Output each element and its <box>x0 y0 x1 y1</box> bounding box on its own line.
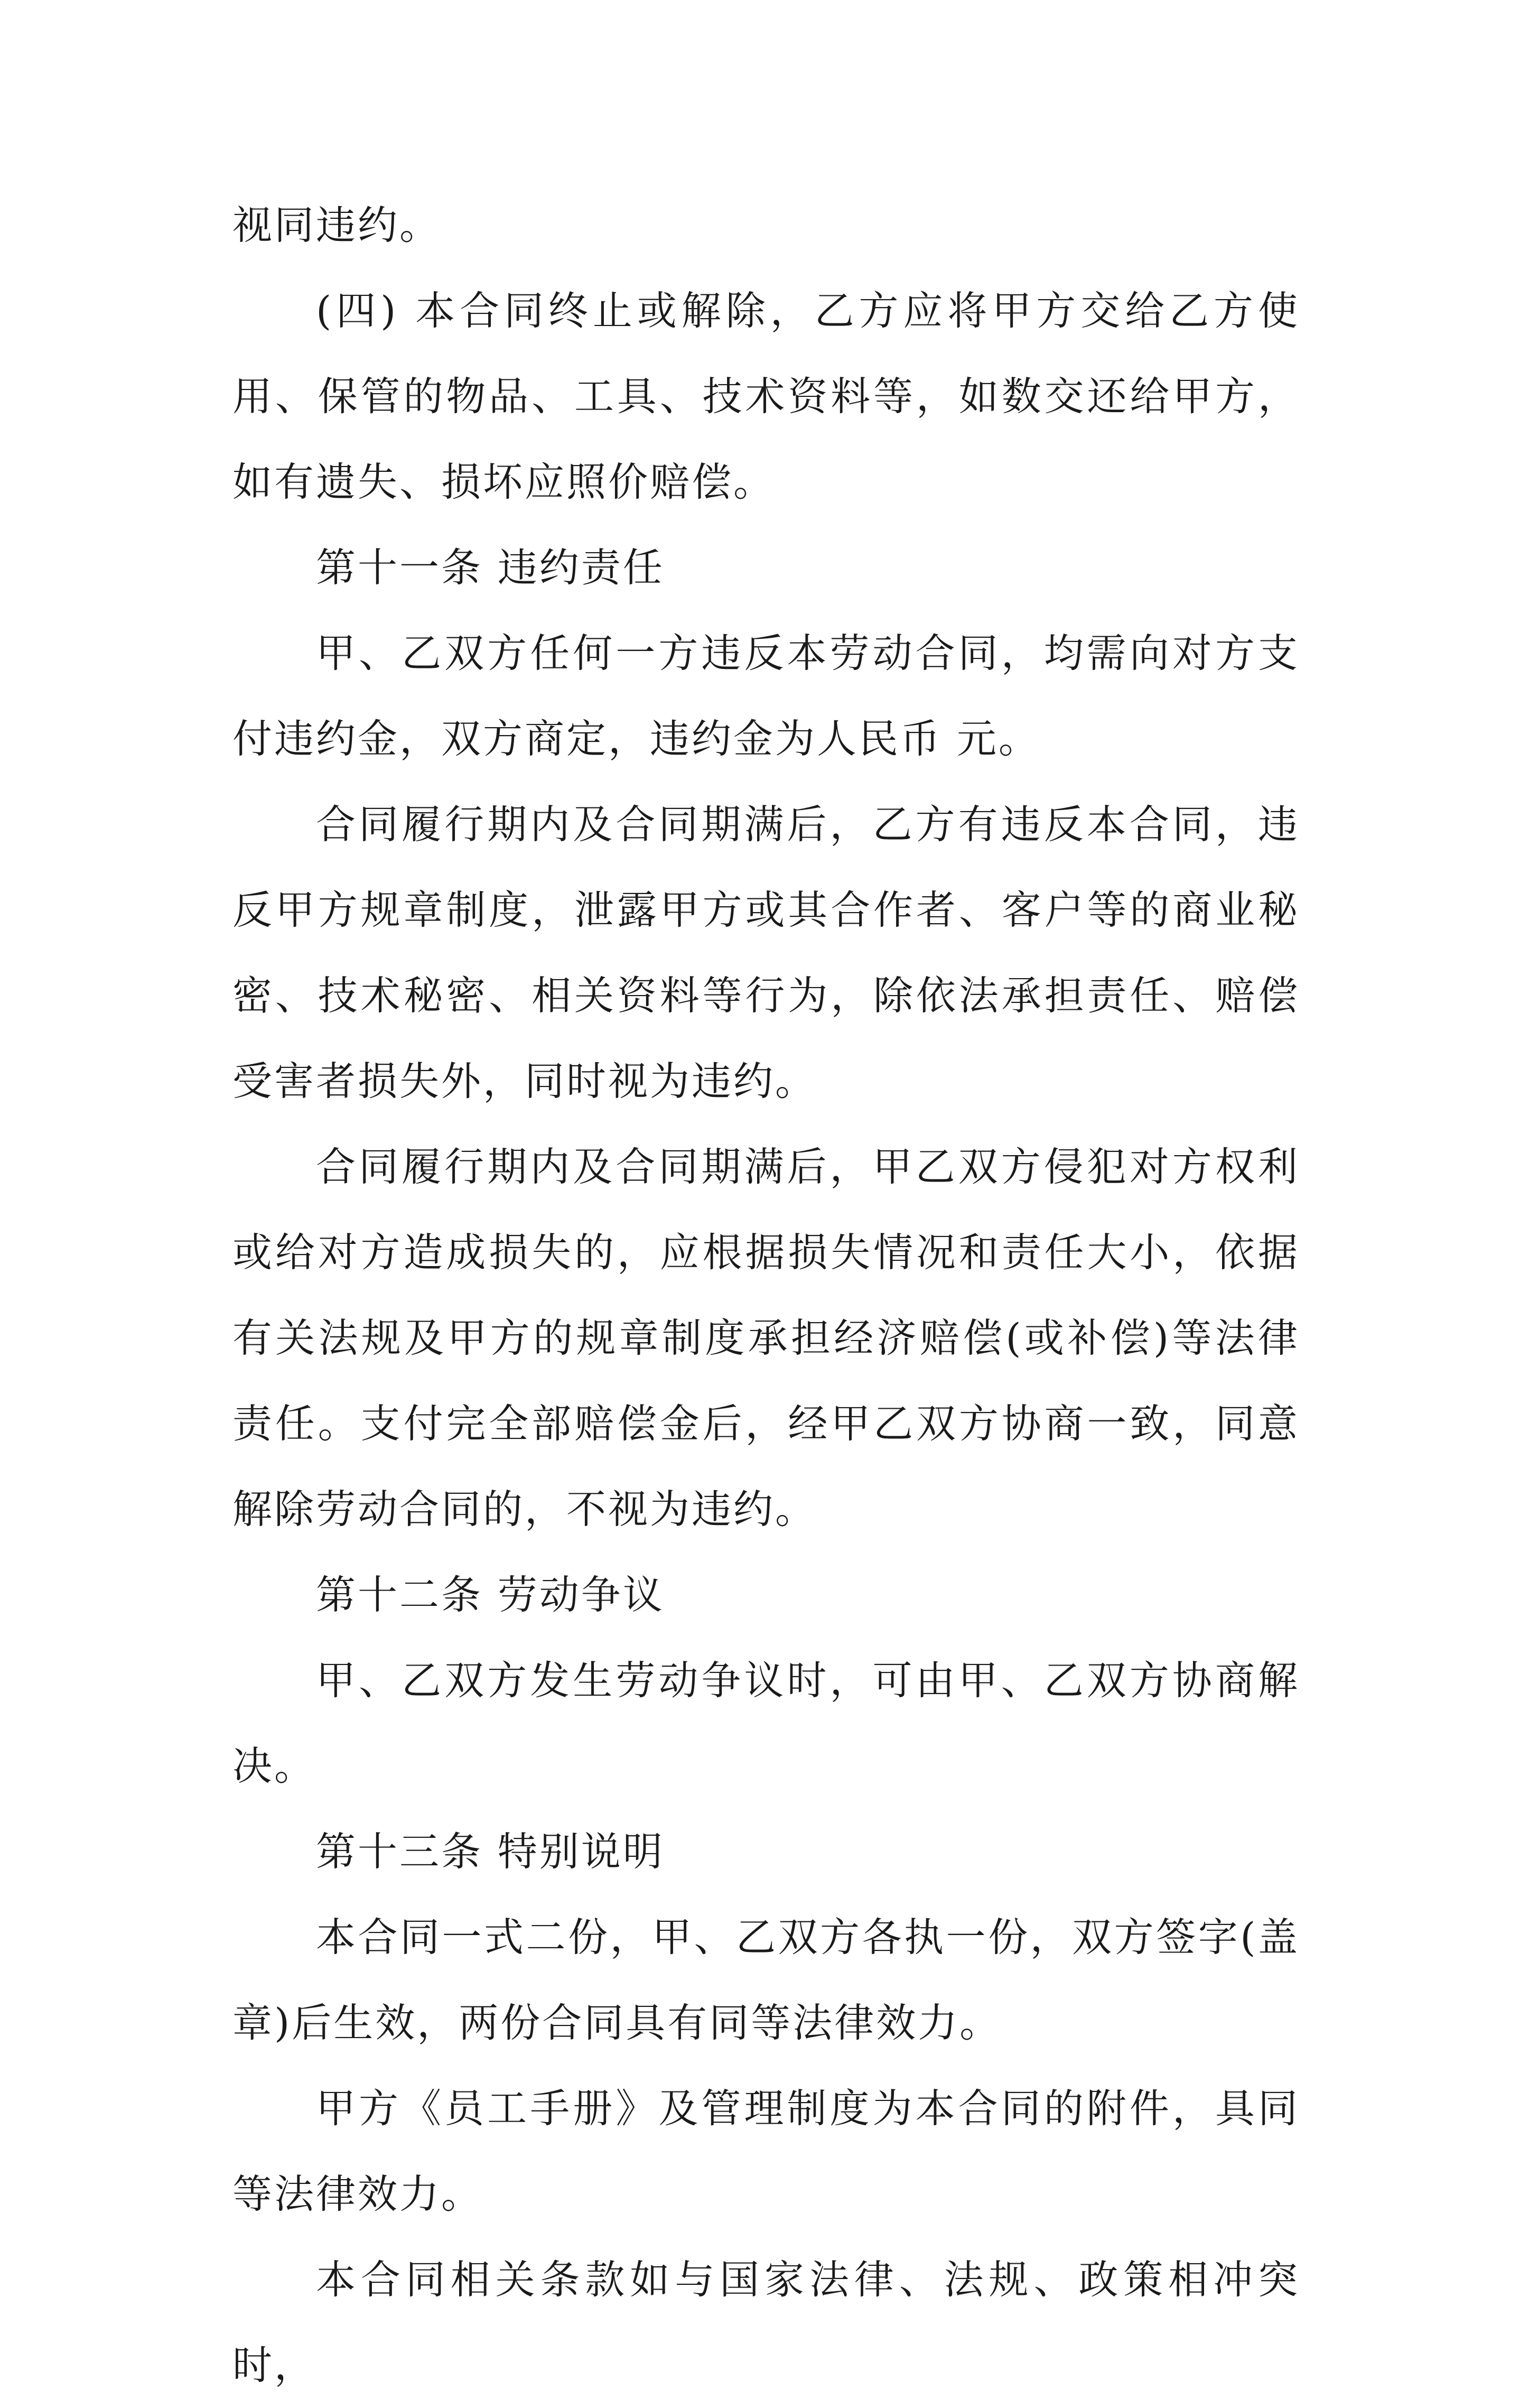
article-11-heading: 第十一条 违约责任 <box>316 544 665 591</box>
paragraph: 甲方《员工手册》及管理制度为本合同的附件，具同等法律效力。 <box>232 2085 1300 2217</box>
paragraph: 甲、乙双方任何一方违反本劳动合同，均需向对方支付违约金，双方商定，违约金为人民币 元。 <box>232 630 1300 762</box>
paragraph: 合同履行期内及合同期满后，甲乙双方侵犯对方权利或给对方造成损失的，应根据损失情况和责任大小，依据有关法规及甲方的规章制度承担经济赔偿(或补偿)等法律责任。支付完全部赔偿金后，经甲乙双方协商一致，同意解除劳动合同的，不视为违约。 <box>232 1143 1300 1532</box>
paragraph: 甲、乙双方发生劳动争议时，可由甲、乙双方协商解决。 <box>232 1657 1300 1789</box>
paragraph-item-four: (四) 本合同终止或解除，乙方应将甲方交给乙方使用、保管的物品、工具、技术资料等，如数交还给甲方，如有遗失、损坏应照价赔偿。 <box>232 287 1300 505</box>
paragraph: 本合同相关条款如与国家法律、法规、政策相冲突时， <box>232 2256 1300 2388</box>
article-12-heading: 第十二条 劳动争议 <box>316 1572 665 1618</box>
article-13-heading: 第十三条 特别说明 <box>316 1828 665 1875</box>
paragraph: 合同履行期内及合同期满后，乙方有违反本合同，违反甲方规章制度，泄露甲方或其合作者、客户等的商业秘密、技术秘密、相关资料等行为，除依法承担责任、赔偿受害者损失外，同时视为违约。 <box>232 801 1300 1104</box>
paragraph-continuation: 视同违约。 <box>232 202 442 248</box>
document-body <box>232 182 1300 2408</box>
paragraph: 本合同一式二份，甲、乙双方各执一份，双方签字(盖章)后生效，两份合同具有同等法律效力。 <box>232 1914 1300 2046</box>
